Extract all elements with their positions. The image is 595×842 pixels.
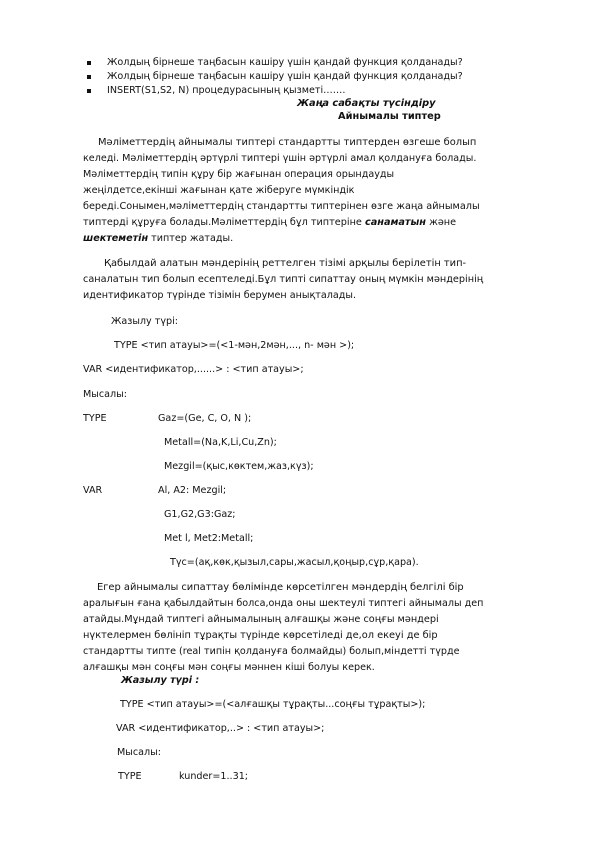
code-line: VAR <идентификатор,..> : <тип атауы>; — [116, 723, 325, 734]
code-line: Mezgil=(қыс,көктем,жаз,күз); — [164, 461, 314, 472]
bullet-item: Жолдың бірнеше таңбасын кашіру үшін қандай функция қолданады? — [107, 57, 463, 68]
bullet-marker — [87, 89, 91, 93]
code-line: Metall=(Na,K,Li,Cu,Zn); — [164, 437, 277, 448]
code-line: Al, A2: Mezgil; — [158, 485, 227, 496]
code-line: Түс=(ақ,көк,қызыл,сары,жасыл,қоңыр,сұр,қара). — [170, 557, 419, 568]
paragraph-line: атайды.Мұндай типтегі айнымалының алғашқы және соңғы мәндері — [83, 614, 439, 625]
keyword-type: TYPE — [118, 771, 142, 782]
paragraph-line: береді.Сонымен,мәліметтердің стандартты типтерінен өзге жаңа айнымалы — [83, 201, 480, 212]
code-line: kunder=1..31; — [179, 771, 249, 782]
paragraph-line: стандартты типте (real типін қолдануға болмайды) болып,міндетті түрде — [83, 646, 460, 657]
paragraph-line: жеңілдетсе,екінші жағынан қате жіберуге мүмкіндік — [83, 185, 355, 196]
syntax-label: Жазылу түрі: — [111, 316, 179, 327]
emphasis-term: шектеметін — [83, 233, 149, 244]
bullet-marker — [87, 75, 91, 79]
paragraph-text: және — [426, 217, 457, 228]
paragraph-line: саналатын тип болып есептеледі.Бұл типті сипаттау оның мүмкін мәндерінің — [83, 274, 484, 285]
section-subheading: Айнымалы типтер — [338, 111, 441, 122]
emphasis-term: санаматын — [364, 217, 427, 228]
paragraph-line: алғашқы мән соңғы мән соңғы мәннен кіші болуы керек. — [83, 662, 375, 673]
code-line: TYPE <тип атауы>=(<алғашқы тұрақты...соңғы тұрақты>); — [120, 699, 426, 710]
keyword-type: TYPE — [83, 413, 107, 424]
bullet-marker — [87, 61, 91, 65]
paragraph-text: типтер жатады. — [148, 233, 234, 244]
paragraph-line: нүктелермен бөлініп тұрақты түрінде көрсетіледі де,ол екеуі де бір — [83, 630, 438, 641]
code-line: VAR <идентификатор,......> : <тип атауы>; — [83, 364, 304, 375]
paragraph-line — [83, 233, 233, 245]
bullet-item: Жолдың бірнеше таңбасын кашіру үшін қандай функция қолданады? — [107, 71, 463, 82]
syntax-label: Жазылу түрі : — [121, 675, 200, 686]
code-line: TYPE <тип атауы>=(<1-мән,2мән,..., n- мән >); — [114, 340, 355, 351]
paragraph-line: Егер айнымалы сипаттау бөлімінде көрсетілген мәндердің белгілі бір — [97, 582, 464, 593]
code-line: Met l, Met2:Metall; — [164, 533, 254, 544]
paragraph-line: Мәліметтердің айнымалы типтері стандартты типтерден өзгеше болып — [98, 137, 477, 148]
paragraph-text: типтерді құруға болады.Мәліметтердің бұл типтеріне — [83, 217, 365, 228]
code-line: Gaz=(Ge, C, O, N ); — [158, 413, 252, 424]
bullet-item: INSERT(S1,S2, N) процедурасының қызметі……. — [107, 85, 346, 96]
example-label: Мысалы: — [117, 747, 161, 758]
paragraph-line — [83, 217, 456, 229]
keyword-var: VAR — [83, 485, 103, 496]
paragraph-line: келеді. Мәліметтердің әртүрлі типтері үшін әртүрлі амал қолдануға болады. — [83, 153, 477, 164]
paragraph-line: аралығын ғана қабылдайтын болса,онда оны шектеулі типтегі айнымалы деп — [83, 598, 484, 609]
paragraph-line: Мәліметтердің типін құру бір жағынан операция орындауды — [83, 169, 395, 180]
paragraph-line: Қабылдай алатын мәндерінің реттелген тізімі арқылы берілетін тип- — [104, 258, 467, 269]
code-line: G1,G2,G3:Gaz; — [164, 509, 236, 520]
paragraph-line: идентификатор түрінде тізімін берумен анықталады. — [83, 290, 357, 301]
section-heading: Жаңа сабақты түсіндіру — [297, 98, 436, 109]
example-label: Мысалы: — [83, 389, 127, 400]
